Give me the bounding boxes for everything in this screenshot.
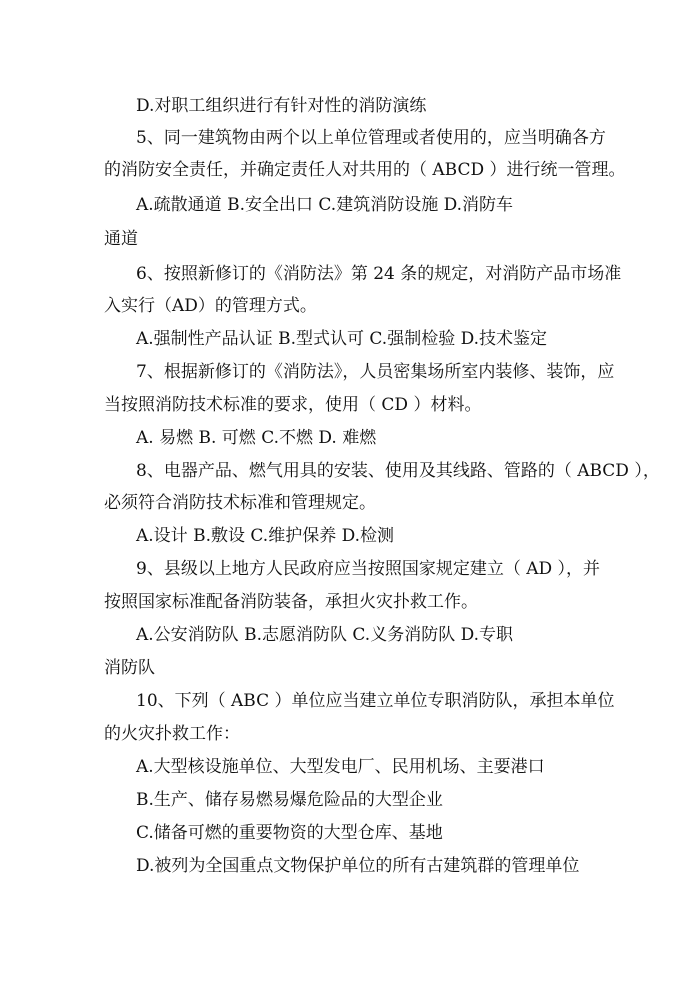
question-5-options-wrap: 通道 bbox=[104, 229, 138, 249]
question-9-options: A.公安消防队 B.志愿消防队 C.义务消防队 D.专职 bbox=[136, 625, 514, 645]
question-6-line-1: 6、按照新修订的《消防法》第 24 条的规定，对消防产品市场准 bbox=[136, 264, 622, 284]
question-10-option-c: C.储备可燃的重要物资的大型仓库、基地 bbox=[136, 823, 443, 843]
question-6-line-2: 入实行（AD）的管理方式。 bbox=[104, 296, 317, 316]
question-5-line-2: 的消防安全责任，并确定责任人对共用的（ ABCD ）进行统一管理。 bbox=[104, 160, 626, 180]
question-8-line-1: 8、电器产品、燃气用具的安装、使用及其线路、管路的（ ABCD ）， bbox=[136, 461, 660, 481]
question-9-options-wrap: 消防队 bbox=[104, 658, 155, 678]
question-10-option-b: B.生产、储存易燃易爆危险品的大型企业 bbox=[136, 790, 443, 810]
question-7-options: A. 易燃 B. 可燃 C.不燃 D. 难燃 bbox=[136, 428, 377, 448]
question-7-line-2: 当按照消防技术标准的要求，使用（ CD ）材料。 bbox=[104, 395, 482, 415]
option-line: D.对职工组织进行有针对性的消防演练 bbox=[136, 96, 427, 116]
question-10-line-2: 的火灾扑救工作： bbox=[104, 724, 240, 744]
question-9-line-2: 按照国家标准配备消防装备，承担火灾扑救工作。 bbox=[104, 592, 478, 612]
question-7-line-1: 7、根据新修订的《消防法》，人员密集场所室内装修、装饰，应 bbox=[136, 362, 615, 382]
question-10-line-1: 10、下列（ ABC ）单位应当建立单位专职消防队，承担本单位 bbox=[136, 691, 615, 711]
question-8-options: A.设计 B.敷设 C.维护保养 D.检测 bbox=[136, 526, 395, 546]
question-9-line-1: 9、县级以上地方人民政府应当按照国家规定建立（ AD ），并 bbox=[136, 559, 601, 579]
question-10-option-d: D.被列为全国重点文物保护单位的所有古建筑群的管理单位 bbox=[136, 856, 580, 876]
question-5-line-1: 5、同一建筑物由两个以上单位管理或者使用的，应当明确各方 bbox=[136, 128, 606, 148]
question-5-options: A.疏散通道 B.安全出口 C.建筑消防设施 D.消防车 bbox=[136, 195, 514, 215]
question-6-options: A.强制性产品认证 B.型式认可 C.强制检验 D.技术鉴定 bbox=[136, 329, 548, 349]
question-10-option-a: A.大型核设施单位、大型发电厂、民用机场、主要港口 bbox=[136, 757, 545, 777]
question-8-line-2: 必须符合消防技术标准和管理规定。 bbox=[104, 493, 376, 513]
